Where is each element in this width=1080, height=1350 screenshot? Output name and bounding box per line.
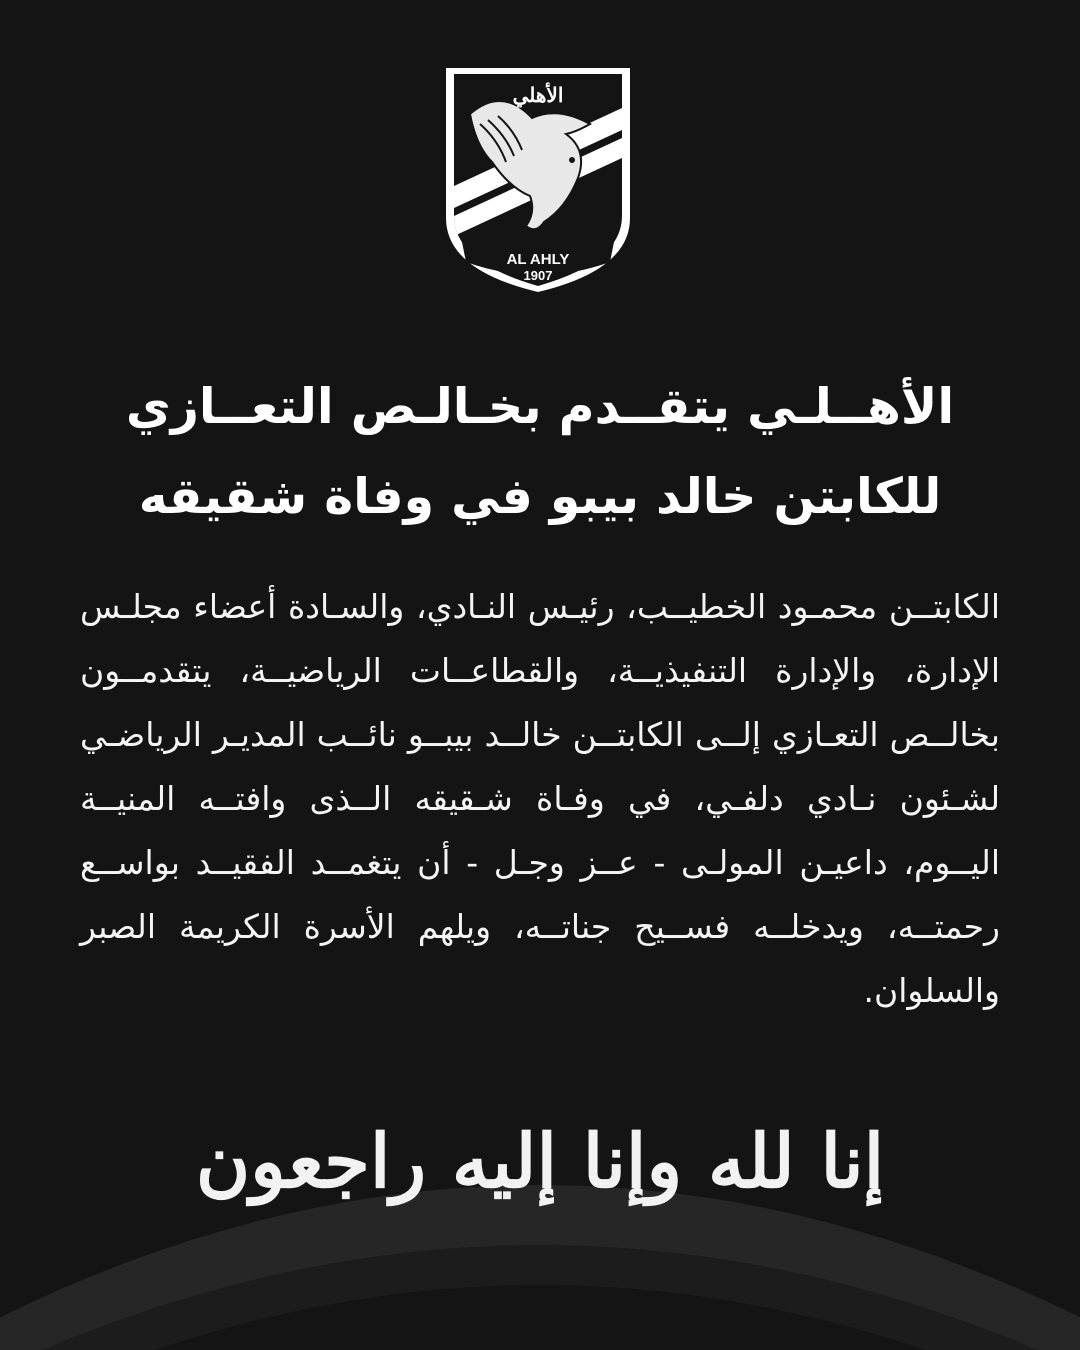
logo-name-latin: AL AHLY [506, 251, 570, 268]
condolence-paragraph: الكابتــن محمـود الخطيــب، رئيـس النـادي، والسـادة أعضاء مجلـس الإدارة، والإدارة التنفيذيــة، والقطاعــات الرياضيــة، يتقدمــون بخالــص التعـازي إلــى الكابتــن خالــد بيبــو نائــب المديـر الرياضـي لشـئون نـادي دلفـي، في وفـاة شـقيقه الــذى وافتــه المنيــة اليــوم، داعيـن المولـى - عــز وجـل - أن يتغمــد الفقيــد بواســع رحمتــه، ويدخلــه فســيح جناتــه، ويلهم الأسرة الكريمة الصبر والسلوان. [80, 587, 1000, 1010]
headline [60, 362, 1020, 542]
logo-arabic-wordmark: الأهلي [512, 83, 564, 107]
headline-line-2: للكابتن خالد بيبو في وفاة شقيقه [138, 468, 942, 525]
quran-verse-calligraphy: إنا لله وإنا إليه راجعون [195, 1119, 885, 1205]
al-ahly-logo [440, 66, 636, 292]
logo-year: 1907 [523, 268, 553, 283]
headline-line-1: الأهــلـي يتقــدم بخـالـص التعــازي [125, 378, 955, 435]
